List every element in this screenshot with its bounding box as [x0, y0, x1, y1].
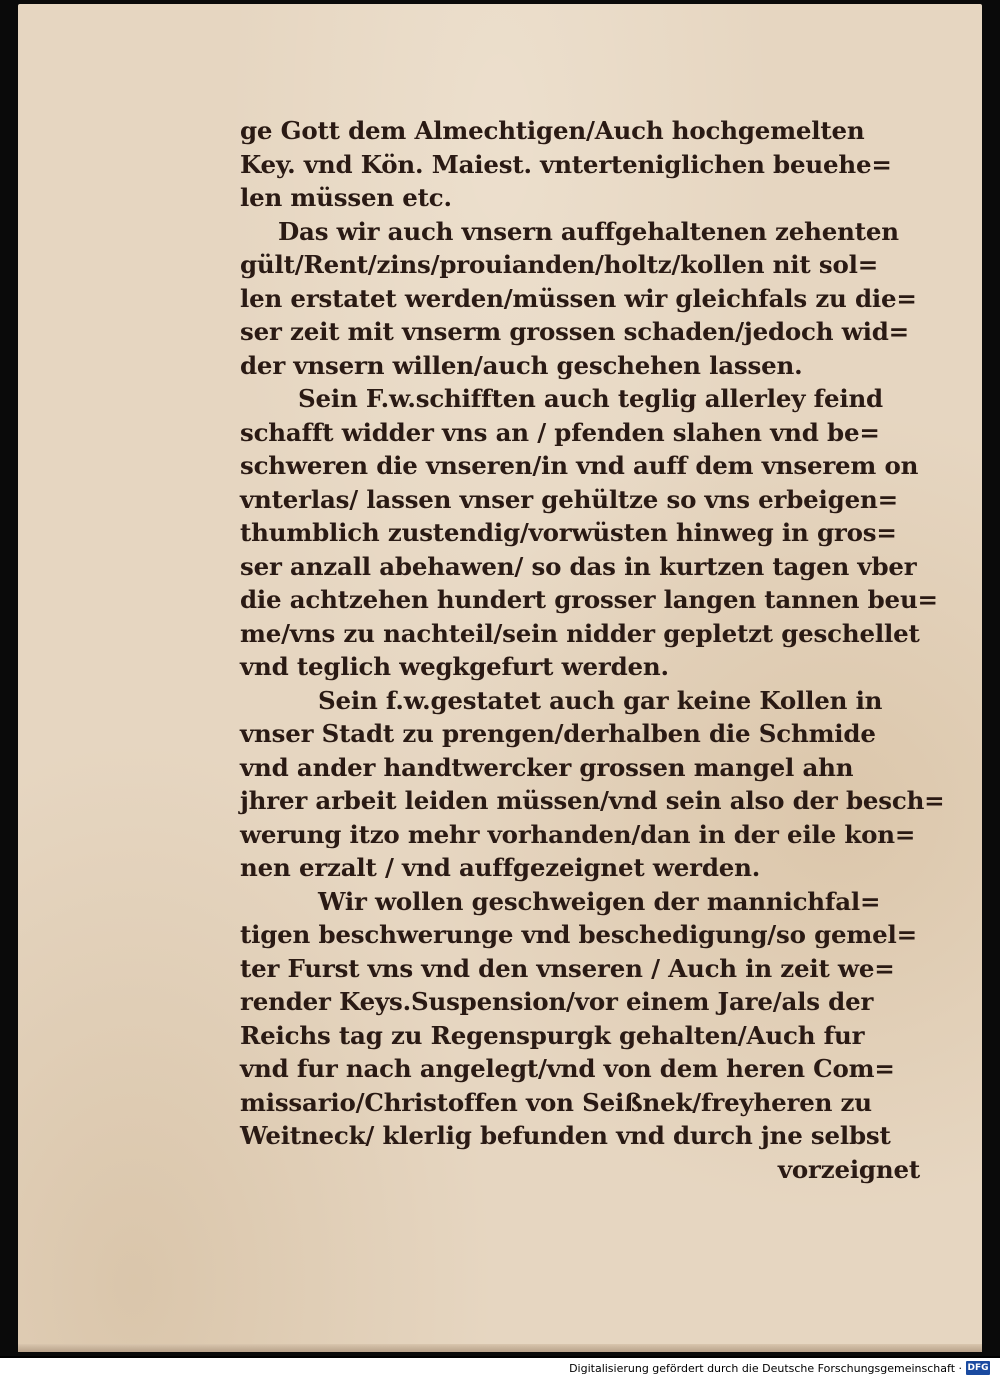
text-line: Reichs tag zu Regenspurgk gehalten/Auch fur	[240, 1020, 865, 1050]
paragraph-start-line: Sein f.w.gestatet auch gar keine Kollen in	[318, 685, 883, 715]
text-line: thumblich zustendig/vorwüsten hinweg in gros=	[240, 518, 897, 547]
text-line: len erstatet werden/müssen wir gleichfals zu die=	[240, 283, 917, 313]
text-line: werung itzo mehr vorhanden/dan in der eile kon=	[240, 819, 916, 849]
text-line: missario/Christoffen von Seißnek/freyheren zu	[240, 1087, 872, 1117]
text-line: der vnsern willen/auch geschehen lassen.	[240, 350, 803, 380]
text-line: Key. vnd Kön. Maiest. vnterteniglichen beuehe=	[240, 149, 892, 179]
paragraph-start-line: Das wir auch vnsern auffgehaltenen zehenten	[278, 216, 899, 246]
text-line: ser anzall abehawen/ so das in kurtzen tagen vber	[240, 551, 917, 581]
text-line: jhrer arbeit leiden müssen/vnd sein also der besch=	[240, 786, 945, 815]
text-line: tigen beschwerunge vnd beschedigung/so gemel=	[240, 920, 917, 949]
text-line: vnd teglich wegkgefurt werden.	[240, 652, 669, 681]
text-line: Weitneck/ klerlig befunden vnd durch jne selbst	[240, 1121, 891, 1150]
document-text-block	[240, 114, 945, 1186]
text-line: ser zeit mit vnserm grossen schaden/jedoch wid=	[240, 317, 909, 346]
page-edge	[18, 1344, 982, 1352]
paragraph-start-line: Wir wollen geschweigen der mannichfal=	[318, 886, 881, 916]
text-line: me/vns zu nachteil/sein nidder gepletzt geschellet	[240, 618, 920, 648]
text-line: vnterlas/ lassen vnser gehültze so vns erbeigen=	[240, 484, 898, 514]
funding-notice: Digitalisierung gefördert durch die Deutsche Forschungsgemeinschaft ·	[569, 1362, 962, 1375]
text-line: vnd fur nach angelegt/vnd von dem heren Com=	[240, 1054, 895, 1083]
digitization-footer	[0, 1358, 1000, 1380]
text-line: len müssen etc.	[240, 183, 452, 212]
text-line: render Keys.Suspension/vor einem Jare/als der	[240, 987, 874, 1016]
paragraph-start-line: Sein F.w.schifften auch teglig allerley feind	[298, 384, 883, 413]
text-line: nen erzalt / vnd auffgezeignet werden.	[240, 853, 761, 882]
text-line: schweren die vnseren/in vnd auff dem vnserem on	[240, 451, 919, 480]
text-line: gült/Rent/zins/prouianden/holtz/kollen nit sol=	[240, 250, 879, 279]
text-line: vnser Stadt zu prengen/derhalben die Schmide	[240, 719, 876, 748]
text-line: ge Gott dem Almechtigen/Auch hochgemelten	[240, 116, 865, 145]
text-line: schafft widder vns an / pfenden slahen vnd be=	[240, 417, 880, 447]
catchword: vorzeignet	[777, 1154, 920, 1184]
text-line: vnd ander handtwercker grossen mangel ahn	[240, 752, 854, 782]
text-line: die achtzehen hundert grosser langen tannen beu=	[240, 585, 938, 614]
text-line: ter Furst vns vnd den vnseren / Auch in zeit we=	[240, 953, 895, 983]
dfg-logo-icon: DFG	[967, 1363, 989, 1373]
